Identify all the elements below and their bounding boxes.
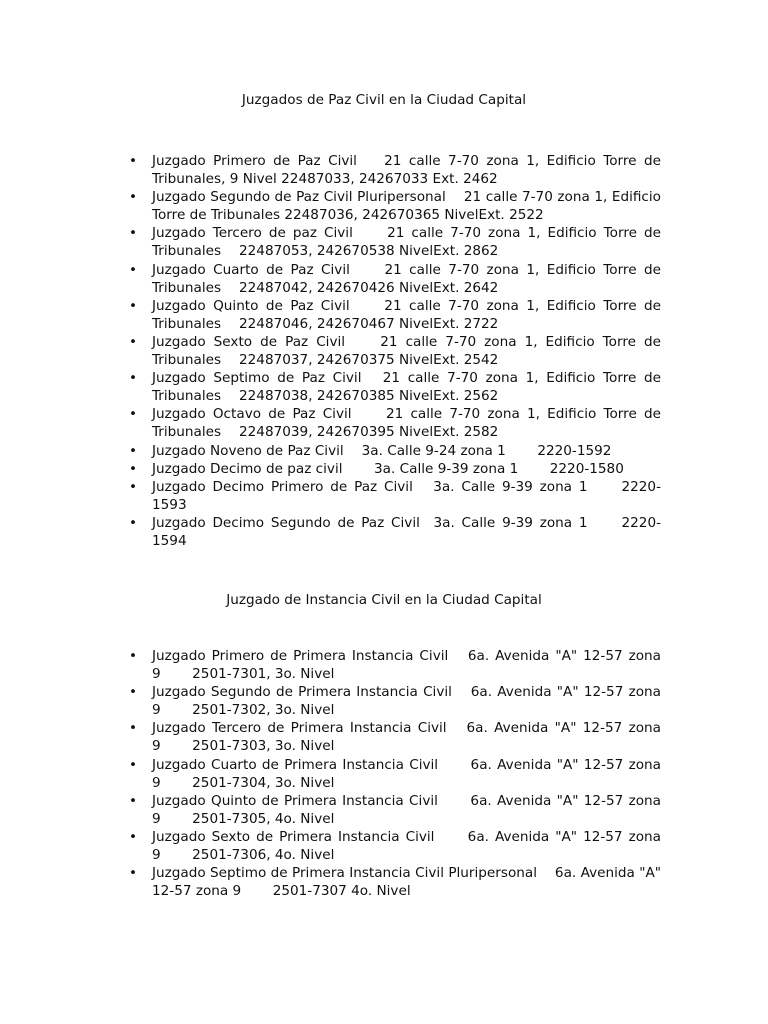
bullet-icon: • bbox=[128, 189, 138, 206]
list-item: • Juzgado Primero de Primera Instancia Civil 6a. Avenida "A" 12-57 zona 9 2501-7301, 3o. Nivel bbox=[128, 648, 666, 683]
list-item: • Juzgado Quinto de Primera Instancia Civil 6a. Avenida "A" 12-57 zona 9 2501-7305, 4o. Nivel bbox=[128, 792, 666, 827]
bullet-icon: • bbox=[128, 153, 138, 169]
bullet-icon: • bbox=[128, 261, 138, 278]
list-item: • Juzgado Septimo de Paz Civil 21 calle 7-70 zona 1, Edificio Torre de Tribunales 22487038, 242670385 NivelExt. 2562 bbox=[128, 370, 666, 405]
bullet-icon: • bbox=[128, 720, 138, 737]
list-item: • Juzgado Cuarto de Primera Instancia Civil 6a. Avenida "A" 12-57 zona 9 2501-7304, 3o. Nivel bbox=[128, 756, 666, 791]
bullet-icon: • bbox=[128, 514, 138, 531]
list-item: • Juzgado Octavo de Paz Civil 21 calle 7-70 zona 1, Edificio Torre de Tribunales 22487039, 242670395 NivelExt. 2582 bbox=[128, 406, 666, 441]
paz-civil-list bbox=[0, 152, 666, 550]
list-item: • Juzgado Sexto de Paz Civil 21 calle 7-70 zona 1, Edificio Torre de Tribunales 22487037, 242670375 NivelExt. 2542 bbox=[128, 333, 666, 369]
bullet-icon: • bbox=[128, 865, 138, 882]
bullet-icon: • bbox=[128, 648, 138, 664]
list-item: • Juzgado Decimo Primero de Paz Civil 3a. Calle 9-39 zona 1 2220-1593 bbox=[128, 478, 661, 513]
list-item: • Juzgado Segundo de Paz Civil Pluripersonal 21 calle 7-70 zona 1, Edificio Torre de Tribunales 22487036, 242670365 NivelExt. 2522 bbox=[128, 189, 666, 224]
list-item: • Juzgado Septimo de Primera Instancia Civil Pluripersonal 6a. Avenida "A" 12-57 zona 9 2501-7307 4o. Nivel bbox=[128, 865, 666, 900]
list-item: • Juzgado Segundo de Primera Instancia Civil 6a. Avenida "A" 12-57 zona 9 2501-7302, 3o. Nivel bbox=[128, 684, 666, 719]
bullet-icon: • bbox=[128, 792, 138, 809]
bullet-icon: • bbox=[128, 370, 138, 387]
list-item: • Juzgado Primero de Paz Civil 21 calle 7-70 zona 1, Edificio Torre de Tribunales, 9 Nivel 22487033, 24267033 Ext. 2462 bbox=[128, 153, 666, 188]
bullet-icon: • bbox=[128, 442, 138, 459]
list-item: • Juzgado Decimo Segundo de Paz Civil 3a. Calle 9-39 zona 1 2220-1594 bbox=[128, 514, 661, 549]
section-title-instancia-civil: Juzgado de Instancia Civil en la Ciudad Capital bbox=[226, 592, 542, 608]
bullet-icon: • bbox=[128, 297, 138, 314]
list-item: • Juzgado Sexto de Primera Instancia Civil 6a. Avenida "A" 12-57 zona 9 2501-7306, 4o. Nivel bbox=[128, 828, 666, 864]
list-item: • Juzgado Noveno de Paz Civil 3a. Calle 9-24 zona 1 2220-1592 bbox=[128, 442, 612, 459]
section-title-paz-civil: Juzgados de Paz Civil en la Ciudad Capital bbox=[241, 92, 527, 108]
bullet-icon: • bbox=[128, 460, 138, 477]
bullet-icon: • bbox=[128, 828, 138, 845]
bullet-icon: • bbox=[128, 406, 138, 423]
bullet-icon: • bbox=[128, 333, 138, 350]
bullet-icon: • bbox=[128, 684, 138, 701]
bullet-icon: • bbox=[128, 225, 138, 242]
list-item: • Juzgado Cuarto de Paz Civil 21 calle 7-70 zona 1, Edificio Torre de Tribunales 22487042, 242670426 NivelExt. 2642 bbox=[128, 261, 666, 296]
list-item: • Juzgado Quinto de Paz Civil 21 calle 7-70 zona 1, Edificio Torre de Tribunales 22487046, 242670467 NivelExt. 2722 bbox=[128, 297, 666, 332]
bullet-icon: • bbox=[128, 756, 138, 773]
list-item: • Juzgado Decimo de paz civil 3a. Calle 9-39 zona 1 2220-1580 bbox=[128, 460, 624, 477]
list-item: • Juzgado Tercero de Primera Instancia Civil 6a. Avenida "A" 12-57 zona 9 2501-7303, 3o. Nivel bbox=[128, 720, 666, 755]
bullet-icon: • bbox=[128, 478, 138, 495]
instancia-civil-list bbox=[0, 647, 666, 900]
list-item: • Juzgado Tercero de paz Civil 21 calle 7-70 zona 1, Edificio Torre de Tribunales 22487053, 242670538 NivelExt. 2862 bbox=[128, 225, 666, 260]
